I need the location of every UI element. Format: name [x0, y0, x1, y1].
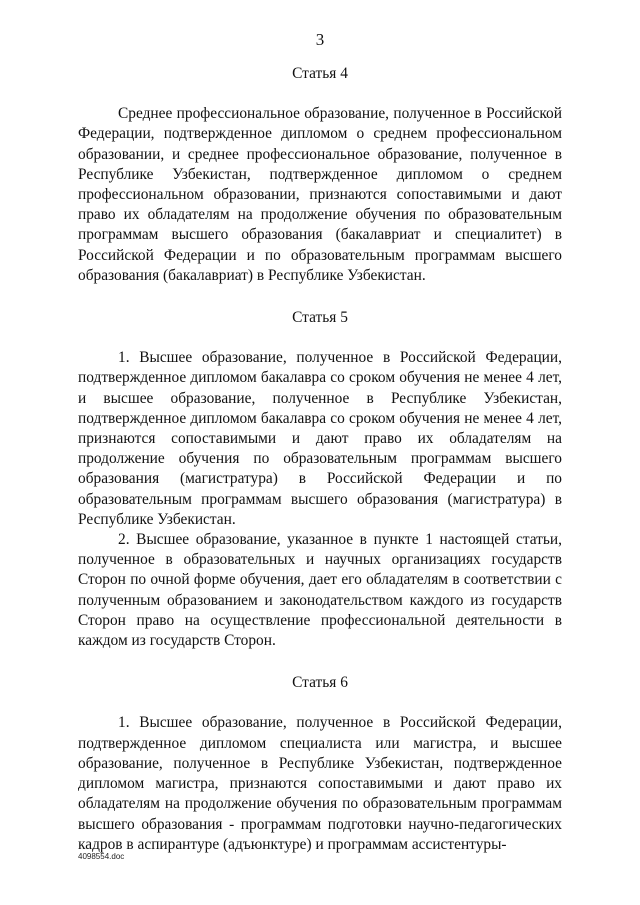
page-number: 3: [315, 30, 325, 49]
article-6-heading: Статья 6: [292, 674, 348, 692]
article-6-paragraph-1: 1. Высшее образование, полученное в Российской Федерации, подтвержденное дипломом специалиста или магистра, и высшее образование, полученное в Республике Узбекистан, подтвержденное дипломом магистра, признаются сопоставимыми и дают право их обладателям на продолжение обучения по образовательным программам высшего образования - программам подготовки научно-педагогических кадров в аспирантуре (адъюнктуре) и программам ассистентуры-: [78, 714, 562, 853]
article-4-paragraph-1: Среднее профессиональное образование, полученное в Российской Федерации, подтвержденное дипломом о среднем профессиональном образовании, и среднее профессиональное образование, полученное в Республике Узбекистан, подтвержденное дипломом о среднем профессиональном образовании, признаются сопоставимыми и дают право их обладателям на продолжение обучения по образовательным программам высшего образования (бакалавриат и специалитет) в Российской Федерации и по образовательным программам высшего образования (бакалавриат) в Республике Узбекистан.: [78, 105, 562, 284]
footer-filename: 4098554.doc: [78, 852, 125, 861]
article-4-heading: Статья 4: [292, 65, 348, 82]
article-5-paragraph-2: 2. Высшее образование, указанное в пункте 1 настоящей статьи, полученное в образовательных и научных организациях государств Сторон по очной форме обучения, дает его обладателям в соответствии с полученным образованием и законодательством каждого из государств Сторон право на осуществление профессиональной деятельности в каждом из государств Сторон.: [78, 531, 562, 650]
article-5-heading: Статья 5: [292, 309, 348, 327]
document-body: [78, 64, 562, 855]
article-5-paragraph-1: 1. Высшее образование, полученное в Российской Федерации, подтвержденное дипломом бакалавра со сроком обучения не менее 4 лет, и высшее образование, полученное в Республике Узбекистан, подтвержденное дипломом бакалавра со сроком обучения не менее 4 лет, признаются сопоставимыми и дают право их обладателям на продолжение обучения по образовательным программам высшего образования (магистратура) в Российской Федерации и по образовательным программам высшего образования (магистратура) в Республике Узбекистан.: [78, 349, 562, 528]
